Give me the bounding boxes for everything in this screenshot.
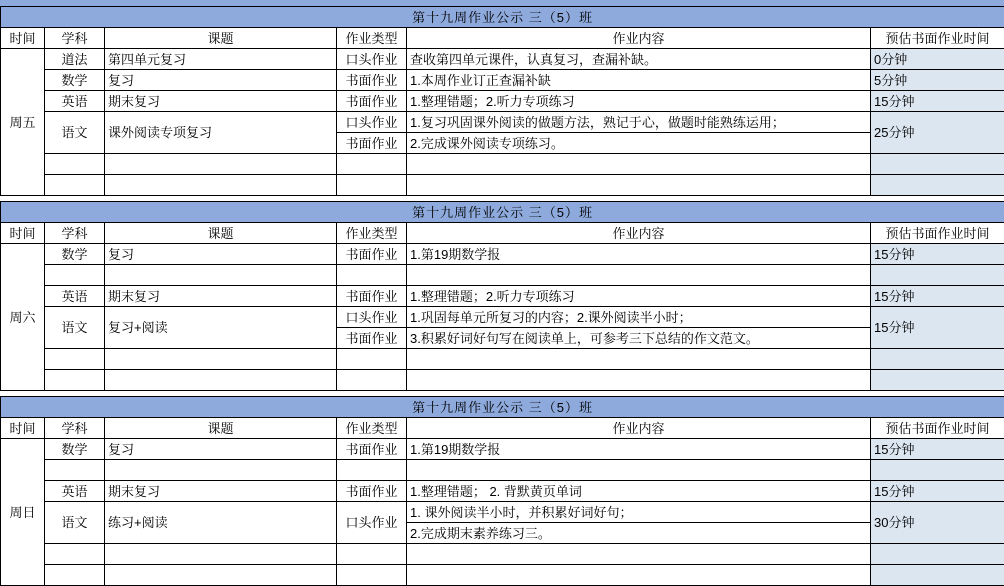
header-content: 作业内容	[407, 418, 871, 439]
cell-content: 1.整理错题； 2. 背默黄页单词	[407, 481, 871, 502]
cell-topic	[105, 565, 337, 586]
homework-table-friday	[0, 6, 1004, 196]
cell-subject	[45, 175, 105, 196]
cell-content: 1.巩固每单元所复习的内容；2.课外阅读半小时；	[407, 307, 871, 328]
table-row	[1, 244, 1004, 265]
homework-table-saturday	[0, 201, 1004, 391]
header-est-time: 预估书面作业时间	[871, 28, 1004, 49]
cell-content: 1.第19期数学报	[407, 244, 871, 265]
cell-est: 15分钟	[871, 244, 1004, 265]
cell-est	[871, 154, 1004, 175]
table-row-empty	[1, 175, 1004, 196]
table-row-empty	[1, 460, 1004, 481]
cell-est	[871, 175, 1004, 196]
header-topic: 课题	[105, 418, 337, 439]
cell-est	[871, 265, 1004, 286]
cell-subject	[45, 154, 105, 175]
table-header-row	[1, 418, 1004, 439]
header-type: 作业类型	[337, 223, 407, 244]
cell-type	[337, 175, 407, 196]
cell-type	[337, 460, 407, 481]
table-row-empty	[1, 544, 1004, 565]
table-row	[1, 70, 1004, 91]
cell-est: 25分钟	[871, 112, 1004, 154]
table-row	[1, 307, 1004, 328]
cell-content	[407, 370, 871, 391]
cell-est	[871, 370, 1004, 391]
day-label: 周六	[1, 244, 45, 391]
cell-topic: 练习+阅读	[105, 502, 337, 544]
header-content: 作业内容	[407, 28, 871, 49]
cell-content: 3.积累好词好句写在阅读单上，可参考三下总结的作文范文。	[407, 328, 871, 349]
cell-topic: 复习+阅读	[105, 307, 337, 349]
cell-topic	[105, 265, 337, 286]
table-row-empty	[1, 349, 1004, 370]
day-label: 周日	[1, 439, 45, 586]
cell-type	[337, 370, 407, 391]
header-subject: 学科	[45, 418, 105, 439]
cell-subject: 数学	[45, 244, 105, 265]
cell-est	[871, 565, 1004, 586]
cell-topic	[105, 175, 337, 196]
day-label: 周五	[1, 49, 45, 196]
table-header-row	[1, 28, 1004, 49]
table-title-row	[1, 397, 1004, 418]
cell-subject	[45, 265, 105, 286]
header-type: 作业类型	[337, 418, 407, 439]
cell-est: 5分钟	[871, 70, 1004, 91]
cell-type	[337, 265, 407, 286]
header-topic: 课题	[105, 28, 337, 49]
table-row-empty	[1, 154, 1004, 175]
cell-type: 口头作业	[337, 307, 407, 328]
cell-subject: 英语	[45, 91, 105, 112]
cell-topic	[105, 349, 337, 370]
cell-subject	[45, 370, 105, 391]
cell-content: 1.整理错题；2.听力专项练习	[407, 286, 871, 307]
cell-type	[337, 565, 407, 586]
homework-table-sunday	[0, 396, 1004, 586]
cell-topic: 第四单元复习	[105, 49, 337, 70]
cell-topic: 期末复习	[105, 481, 337, 502]
cell-subject	[45, 544, 105, 565]
cell-subject: 数学	[45, 70, 105, 91]
table-header-row	[1, 223, 1004, 244]
cell-subject	[45, 460, 105, 481]
table-title: 第十九周作业公示 三（5）班	[1, 397, 1004, 418]
cell-type: 书面作业	[337, 133, 407, 154]
cell-content: 1.本周作业订正查漏补缺	[407, 70, 871, 91]
header-type: 作业类型	[337, 28, 407, 49]
cell-subject: 道法	[45, 49, 105, 70]
header-time: 时间	[1, 418, 45, 439]
table-row-empty	[1, 265, 1004, 286]
cell-type	[337, 349, 407, 370]
table-row	[1, 481, 1004, 502]
cell-est: 0分钟	[871, 49, 1004, 70]
cell-est	[871, 544, 1004, 565]
cell-est: 15分钟	[871, 91, 1004, 112]
cell-est: 30分钟	[871, 502, 1004, 544]
header-est-time: 预估书面作业时间	[871, 418, 1004, 439]
cell-content	[407, 265, 871, 286]
table-row	[1, 112, 1004, 133]
cell-content: 查收第四单元课件，认真复习，查漏补缺。	[407, 49, 871, 70]
header-est-time: 预估书面作业时间	[871, 223, 1004, 244]
cell-topic	[105, 370, 337, 391]
cell-content: 1.复习巩固课外阅读的做题方法，熟记于心，做题时能熟练运用；	[407, 112, 871, 133]
cell-type: 口头作业	[337, 49, 407, 70]
cell-content	[407, 175, 871, 196]
cell-type: 书面作业	[337, 481, 407, 502]
table-row	[1, 439, 1004, 460]
cell-content	[407, 565, 871, 586]
cell-content: 2.完成课外阅读专项练习。	[407, 133, 871, 154]
cell-content	[407, 349, 871, 370]
cell-type: 口头作业	[337, 502, 407, 544]
cell-content: 2.完成期末素养练习三。	[407, 523, 871, 544]
cell-est	[871, 460, 1004, 481]
cell-topic: 复习	[105, 70, 337, 91]
cell-type: 书面作业	[337, 91, 407, 112]
cell-type: 书面作业	[337, 286, 407, 307]
table-title: 第十九周作业公示 三（5）班	[1, 202, 1004, 223]
cell-content: 1.第19期数学报	[407, 439, 871, 460]
cell-subject	[45, 565, 105, 586]
cell-content	[407, 460, 871, 481]
cell-content	[407, 544, 871, 565]
header-time: 时间	[1, 223, 45, 244]
cell-type: 书面作业	[337, 439, 407, 460]
cell-subject: 英语	[45, 286, 105, 307]
cell-est: 15分钟	[871, 307, 1004, 349]
cell-content	[407, 154, 871, 175]
header-subject: 学科	[45, 223, 105, 244]
cell-topic	[105, 460, 337, 481]
cell-type: 口头作业	[337, 112, 407, 133]
cell-subject: 英语	[45, 481, 105, 502]
table-title: 第十九周作业公示 三（5）班	[1, 7, 1004, 28]
cell-content: 1.整理错题；2.听力专项练习	[407, 91, 871, 112]
table-row-empty	[1, 565, 1004, 586]
cell-subject: 语文	[45, 112, 105, 154]
table-row	[1, 286, 1004, 307]
cell-subject	[45, 349, 105, 370]
cell-topic: 课外阅读专项复习	[105, 112, 337, 154]
cell-type: 书面作业	[337, 328, 407, 349]
header-subject: 学科	[45, 28, 105, 49]
cell-topic	[105, 154, 337, 175]
cell-est	[871, 349, 1004, 370]
table-row	[1, 91, 1004, 112]
table-row	[1, 502, 1004, 523]
cell-type	[337, 154, 407, 175]
cell-type	[337, 544, 407, 565]
table-title-row	[1, 7, 1004, 28]
cell-type: 书面作业	[337, 244, 407, 265]
table-row-empty	[1, 370, 1004, 391]
cell-est: 15分钟	[871, 439, 1004, 460]
cell-topic: 复习	[105, 244, 337, 265]
table-row	[1, 49, 1004, 70]
cell-est: 15分钟	[871, 481, 1004, 502]
table-title-row	[1, 202, 1004, 223]
cell-est: 15分钟	[871, 286, 1004, 307]
cell-subject: 语文	[45, 502, 105, 544]
cell-topic: 期末复习	[105, 91, 337, 112]
cell-topic	[105, 544, 337, 565]
cell-topic: 期末复习	[105, 286, 337, 307]
header-content: 作业内容	[407, 223, 871, 244]
cell-subject: 语文	[45, 307, 105, 349]
cell-topic: 复习	[105, 439, 337, 460]
cell-subject: 数学	[45, 439, 105, 460]
cell-content: 1. 课外阅读半小时，并积累好词好句；	[407, 502, 871, 523]
header-time: 时间	[1, 28, 45, 49]
cell-type: 书面作业	[337, 70, 407, 91]
header-topic: 课题	[105, 223, 337, 244]
